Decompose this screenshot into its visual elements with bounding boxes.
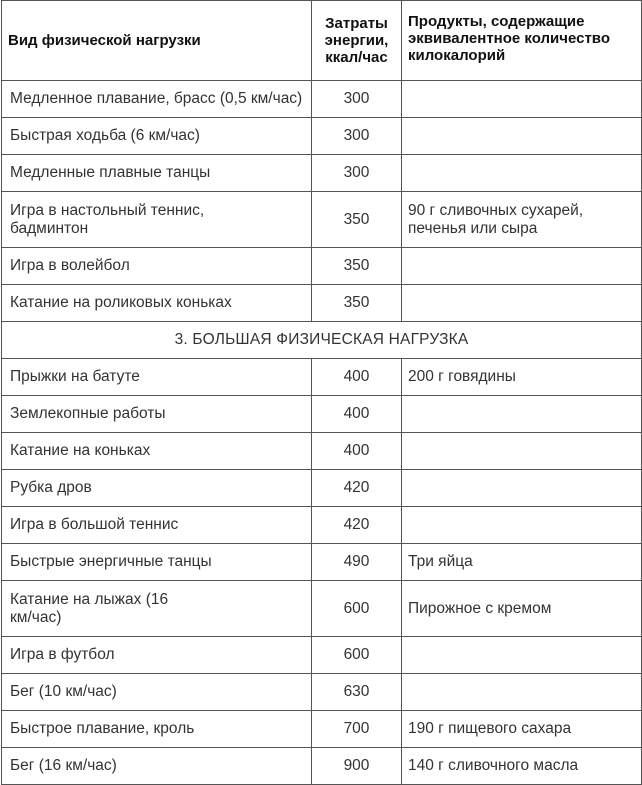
energy-cell: 900 (312, 748, 402, 785)
table-row (2, 433, 642, 470)
equivalent-cell: 190 г пищевого сахара (402, 711, 642, 748)
equivalent-cell (402, 248, 642, 285)
equivalent-cell: 140 г сливочного масла (402, 748, 642, 785)
activity-cell: Прыжки на батуте (2, 359, 312, 396)
activity-cell: Игра в футбол (2, 637, 312, 674)
equivalent-cell: Три яйца (402, 544, 642, 581)
activity-cell: Катание на лыжах (16 км/час) (2, 581, 312, 637)
energy-cell: 700 (312, 711, 402, 748)
activity-cell: Рубка дров (2, 470, 312, 507)
energy-cell: 600 (312, 581, 402, 637)
table-row (2, 396, 642, 433)
activity-cell: Катание на коньках (2, 433, 312, 470)
section-title: 3. БОЛЬШАЯ ФИЗИЧЕСКАЯ НАГРУЗКА (2, 322, 642, 359)
energy-cell: 420 (312, 507, 402, 544)
energy-cell: 400 (312, 359, 402, 396)
activity-cell: Игра в большой теннис (2, 507, 312, 544)
equivalent-cell (402, 674, 642, 711)
table-row (2, 581, 642, 637)
equivalent-cell (402, 507, 642, 544)
activity-cell: Медленные плавные танцы (2, 155, 312, 192)
table-row (2, 359, 642, 396)
table-row (2, 711, 642, 748)
table-row (2, 155, 642, 192)
energy-cell: 350 (312, 248, 402, 285)
header-activity: Вид физической нагрузки (2, 1, 312, 81)
equivalent-cell: 90 г сливочных сухарей, печенья или сыра (402, 192, 642, 248)
table-row (2, 81, 642, 118)
energy-cell: 490 (312, 544, 402, 581)
energy-cell: 400 (312, 396, 402, 433)
activity-cell: Землекопные работы (2, 396, 312, 433)
activity-cell: Быстрые энергичные танцы (2, 544, 312, 581)
table-row (2, 507, 642, 544)
energy-table (1, 0, 642, 785)
table-row (2, 248, 642, 285)
header-equivalent: Продукты, содержащие эквивалентное количество килокалорий (402, 1, 642, 81)
activity-cell: Катание на роликовых коньках (2, 285, 312, 322)
table-row (2, 674, 642, 711)
activity-cell: Бег (10 км/час) (2, 674, 312, 711)
header-energy: Затраты энергии, ккал/час (312, 1, 402, 81)
table-row (2, 192, 642, 248)
equivalent-cell (402, 81, 642, 118)
table-row (2, 470, 642, 507)
equivalent-cell: 200 г говядины (402, 359, 642, 396)
activity-cell: Игра в настольный теннис, бадминтон (2, 192, 312, 248)
equivalent-cell (402, 470, 642, 507)
table-row (2, 637, 642, 674)
section-row (2, 322, 642, 359)
header-row (2, 1, 642, 81)
energy-cell: 400 (312, 433, 402, 470)
energy-cell: 600 (312, 637, 402, 674)
equivalent-cell (402, 637, 642, 674)
table-row (2, 118, 642, 155)
table-row (2, 285, 642, 322)
equivalent-cell: Пирожное с кремом (402, 581, 642, 637)
energy-cell: 350 (312, 285, 402, 322)
energy-cell: 420 (312, 470, 402, 507)
energy-cell: 300 (312, 118, 402, 155)
energy-cell: 630 (312, 674, 402, 711)
activity-cell: Игра в волейбол (2, 248, 312, 285)
activity-cell: Бег (16 км/час) (2, 748, 312, 785)
energy-cell: 300 (312, 155, 402, 192)
equivalent-cell (402, 433, 642, 470)
activity-cell: Быстрая ходьба (6 км/час) (2, 118, 312, 155)
activity-cell: Быстрое плавание, кроль (2, 711, 312, 748)
energy-cell: 350 (312, 192, 402, 248)
equivalent-cell (402, 285, 642, 322)
equivalent-cell (402, 155, 642, 192)
activity-cell: Медленное плавание, брасс (0,5 км/час) (2, 81, 312, 118)
equivalent-cell (402, 396, 642, 433)
table-row (2, 544, 642, 581)
energy-cell: 300 (312, 81, 402, 118)
table-row (2, 748, 642, 785)
equivalent-cell (402, 118, 642, 155)
